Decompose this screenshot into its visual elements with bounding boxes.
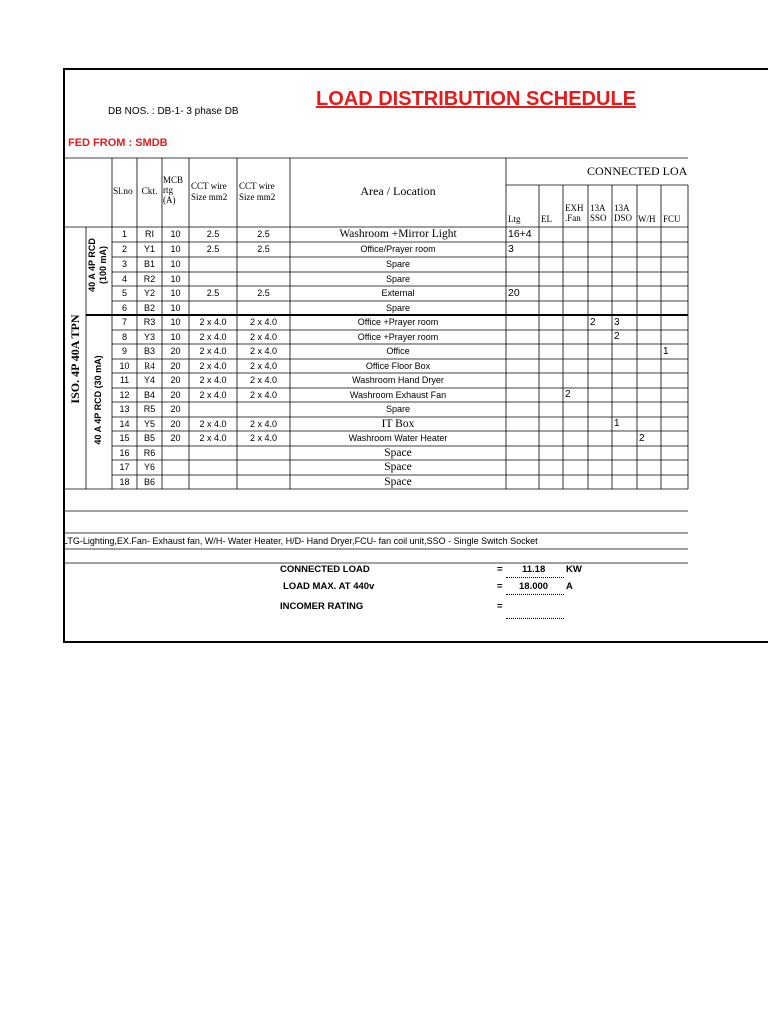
cell-ltg xyxy=(508,330,539,344)
cell-c2: 2 x 4.0 xyxy=(249,419,278,429)
cell-sso xyxy=(590,301,612,315)
cell-dso xyxy=(614,257,637,272)
cell-exh xyxy=(565,257,588,272)
cell-area: Spare xyxy=(385,259,411,269)
cell-ckt: R3 xyxy=(143,317,156,327)
cell-el xyxy=(541,344,563,359)
cell-no: 14 xyxy=(119,419,130,429)
incomer-rating-label: INCOMER RATING xyxy=(280,601,364,612)
cell-ckt: B6 xyxy=(143,477,155,487)
cell-ltg xyxy=(508,402,539,417)
cell-c1: 2 x 4.0 xyxy=(199,317,227,327)
cell-c2: 2.5 xyxy=(257,244,270,254)
cell-mcb xyxy=(162,475,189,489)
cell-ltg xyxy=(508,431,539,446)
cell-el xyxy=(541,446,563,460)
cell-exh xyxy=(565,286,588,301)
col-area: Area / Location xyxy=(360,184,436,198)
cell-el xyxy=(541,286,563,301)
cell-fcu xyxy=(663,402,688,417)
cell-no: 5 xyxy=(121,288,127,298)
cell-exh: 2 xyxy=(565,389,571,400)
cell-c1 xyxy=(189,460,237,475)
cell-ckt: Y2 xyxy=(143,288,155,298)
connected-load-unit: KW xyxy=(566,564,582,575)
load-max-label: LOAD MAX. AT 440v xyxy=(283,581,375,592)
col-mcb-l1: MCB xyxy=(163,175,184,185)
cell-ltg xyxy=(508,388,539,402)
cell-area: Spare xyxy=(385,404,411,414)
col-sso-l2: SSO xyxy=(590,213,607,223)
cell-el xyxy=(541,242,563,257)
cell-c1: 2.5 xyxy=(206,288,220,298)
cell-exh xyxy=(565,417,588,431)
cell-area: Spare xyxy=(385,274,411,284)
col-el: EL xyxy=(541,214,552,224)
cell-no: 17 xyxy=(119,462,130,472)
cell-ckt: R4 xyxy=(144,361,155,371)
cell-c2 xyxy=(237,301,290,315)
col-cct2-l2: Size mm2 xyxy=(239,192,276,202)
cell-fcu: 1 xyxy=(663,346,669,357)
cell-ckt: B1 xyxy=(143,259,155,269)
cell-wh xyxy=(639,257,661,272)
cell-c2: 2 x 4.0 xyxy=(249,375,278,385)
cell-el xyxy=(541,301,563,315)
cell-ckt: RI xyxy=(145,229,154,239)
cell-dso xyxy=(614,301,637,315)
cell-sso xyxy=(590,242,612,257)
cell-ltg: 20 xyxy=(508,287,520,299)
col-cct2-l1: CCT wire xyxy=(239,181,275,191)
cell-ckt: R2 xyxy=(143,274,156,284)
cell-area: External xyxy=(381,288,415,298)
cell-ckt: B4 xyxy=(143,390,155,400)
cell-no: 8 xyxy=(121,332,127,342)
cell-fcu xyxy=(663,315,688,330)
cell-wh xyxy=(639,446,661,460)
group-rcd-100ma-label xyxy=(87,225,111,305)
cell-sso xyxy=(590,286,612,301)
cell-el xyxy=(541,227,563,242)
cell-no: 6 xyxy=(121,303,127,313)
col-slno: Sl.no xyxy=(113,187,133,197)
cell-wh xyxy=(639,242,661,257)
cell-sso xyxy=(590,475,612,489)
cell-sso xyxy=(590,373,612,388)
cell-ckt: Y3 xyxy=(143,332,155,342)
cell-c2: 2.5 xyxy=(257,229,270,239)
cell-no: 11 xyxy=(119,375,130,385)
cell-area: Office +Prayer room xyxy=(357,317,439,327)
cell-c2: 2 x 4.0 xyxy=(249,390,278,400)
cell-area: Space xyxy=(384,447,412,459)
cell-mcb: 20 xyxy=(170,390,181,400)
cell-sso xyxy=(590,431,612,446)
col-fcu: FCU xyxy=(663,214,681,224)
cell-ckt: Y4 xyxy=(143,375,155,385)
cell-sso xyxy=(590,388,612,402)
cell-c2 xyxy=(237,257,290,272)
cell-dso xyxy=(614,272,637,286)
cell-exh xyxy=(565,227,588,242)
cell-sso xyxy=(590,344,612,359)
cell-ckt: R5 xyxy=(143,404,156,414)
cell-fcu xyxy=(663,242,688,257)
cell-exh xyxy=(565,402,588,417)
col-exh-l2: .Fan xyxy=(565,213,581,223)
db-numbers: DB NOS. : DB-1- 3 phase DB xyxy=(108,106,239,117)
cell-c1: 2 x 4.0 xyxy=(199,332,227,342)
cell-el xyxy=(541,475,563,489)
connected-load-equals: = xyxy=(497,564,503,575)
cell-wh xyxy=(639,373,661,388)
cell-sso: 2 xyxy=(590,317,596,328)
cell-wh xyxy=(639,402,661,417)
cell-ckt: Y6 xyxy=(143,462,155,472)
cell-el xyxy=(541,359,563,373)
cell-el xyxy=(541,431,563,446)
cell-exh xyxy=(565,344,588,359)
cell-fcu xyxy=(663,373,688,388)
cell-c1: 2 x 4.0 xyxy=(199,375,227,385)
cell-mcb: 10 xyxy=(170,332,181,342)
cell-fcu xyxy=(663,359,688,373)
col-13a-dso xyxy=(614,203,632,223)
cell-area: Office xyxy=(386,346,410,356)
cell-area: Washroom Exhaust Fan xyxy=(349,390,447,400)
cell-fcu xyxy=(663,460,688,475)
cell-sso xyxy=(590,330,612,344)
cell-el xyxy=(541,315,563,330)
cell-area: Washroom Hand Dryer xyxy=(352,375,444,385)
cell-area: IT Box xyxy=(381,418,415,430)
cell-wh xyxy=(639,227,661,242)
cell-no: 7 xyxy=(121,317,127,327)
cell-dso: 2 xyxy=(614,331,620,342)
col-cct-wire-2 xyxy=(239,181,290,203)
col-ltg: Ltg xyxy=(508,214,521,224)
col-dso-l2: DSO xyxy=(614,213,633,223)
cell-ltg xyxy=(508,417,539,431)
cell-mcb xyxy=(162,446,189,460)
cell-mcb: 10 xyxy=(170,317,181,327)
cell-ltg xyxy=(508,272,539,286)
cell-mcb: 10 xyxy=(170,303,181,313)
load-max-underline xyxy=(506,594,564,595)
cell-area: Space xyxy=(384,476,412,488)
cell-exh xyxy=(565,359,588,373)
cell-ckt: Y5 xyxy=(143,419,155,429)
col-cct1-l1: CCT wire xyxy=(191,181,227,191)
cell-wh xyxy=(639,344,661,359)
cell-exh xyxy=(565,446,588,460)
cell-c2 xyxy=(237,460,290,475)
cell-c1 xyxy=(189,257,237,272)
group-iso-label: ISO. 4P 40A TPN xyxy=(68,314,82,404)
cell-wh xyxy=(639,301,661,315)
cell-no: 12 xyxy=(119,390,130,400)
cell-c1: 2 x 4.0 xyxy=(199,346,227,356)
connected-load-value: 11.18 xyxy=(522,564,546,575)
cell-ltg xyxy=(508,373,539,388)
cell-exh xyxy=(565,330,588,344)
cell-sso xyxy=(590,446,612,460)
load-max-equals: = xyxy=(497,581,503,592)
col-mcb-l3: (A) xyxy=(163,195,176,205)
cell-no: 1 xyxy=(121,229,127,239)
cell-ltg xyxy=(508,475,539,489)
cell-fcu xyxy=(663,286,688,301)
cell-fcu xyxy=(663,475,688,489)
cell-mcb: 10 xyxy=(170,229,181,239)
connected-load-underline xyxy=(506,577,564,578)
cell-wh xyxy=(639,330,661,344)
col-13a-sso xyxy=(590,203,607,223)
cell-dso xyxy=(614,446,637,460)
cell-dso xyxy=(614,431,637,446)
cell-c1 xyxy=(189,446,237,460)
cell-no: 4 xyxy=(121,274,127,284)
cell-c2: 2 x 4.0 xyxy=(249,317,278,327)
abbreviation-legend: LTG-Lighting,EX.Fan- Exhaust fan, W/H- Water Heater, H/D- Hand Dryer,FCU- fan coil unit,SSO - Single Switch Socket xyxy=(63,536,538,546)
col-exh-l1: EXH xyxy=(565,203,584,213)
cell-mcb xyxy=(162,460,189,475)
page-title: LOAD DISTRIBUTION SCHEDULE xyxy=(316,88,636,110)
cell-mcb: 20 xyxy=(170,433,181,443)
cell-no: 13 xyxy=(119,404,130,414)
cell-area: Office/Prayer room xyxy=(360,244,436,254)
cell-ckt: B3 xyxy=(143,346,155,356)
cell-ltg xyxy=(508,344,539,359)
cell-c2 xyxy=(237,402,290,417)
cell-exh xyxy=(565,272,588,286)
cell-fcu xyxy=(663,417,688,431)
cell-ltg: 3 xyxy=(508,243,514,255)
cell-ltg xyxy=(508,301,539,315)
incomer-rating-equals: = xyxy=(497,601,503,612)
cell-area: Office Floor Box xyxy=(365,361,431,371)
cell-ltg xyxy=(508,257,539,272)
cell-mcb: 10 xyxy=(170,288,181,298)
col-exh-fan xyxy=(565,203,584,223)
col-sso-l1: 13A xyxy=(590,203,606,213)
cell-ltg xyxy=(508,359,539,373)
cell-wh xyxy=(639,359,661,373)
cell-dso xyxy=(614,227,637,242)
cell-exh xyxy=(565,460,588,475)
cell-c1 xyxy=(189,301,237,315)
cell-wh xyxy=(639,460,661,475)
cell-fcu xyxy=(663,330,688,344)
cell-wh xyxy=(639,315,661,330)
incomer-rating-underline xyxy=(506,618,564,619)
cell-mcb: 10 xyxy=(170,274,181,284)
cell-wh xyxy=(639,417,661,431)
cell-c2: 2.5 xyxy=(257,288,270,298)
cell-no: 3 xyxy=(121,259,127,269)
cell-mcb: 10 xyxy=(170,244,181,254)
cell-sso xyxy=(590,460,612,475)
cell-el xyxy=(541,257,563,272)
cell-ckt: B5 xyxy=(143,433,155,443)
cell-dso xyxy=(614,388,637,402)
col-mcb xyxy=(163,175,189,205)
cell-wh xyxy=(639,475,661,489)
cell-wh xyxy=(639,272,661,286)
col-mcb-l2: rtg xyxy=(163,185,173,195)
cell-c2: 2 x 4.0 xyxy=(249,433,278,443)
cell-c2: 2 x 4.0 xyxy=(249,361,278,371)
cell-fcu xyxy=(663,227,688,242)
cell-c1 xyxy=(189,272,237,286)
fed-from: FED FROM : SMDB xyxy=(68,137,168,149)
cell-sso xyxy=(590,227,612,242)
cell-c1 xyxy=(189,402,237,417)
cell-c1: 2 x 4.0 xyxy=(199,390,227,400)
col-ckt: Ckt. xyxy=(141,187,158,197)
cell-el xyxy=(541,330,563,344)
connected-load-label: CONNECTED LOAD xyxy=(280,564,370,575)
cell-exh xyxy=(565,242,588,257)
cell-el xyxy=(541,460,563,475)
cell-dso xyxy=(614,460,637,475)
cell-exh xyxy=(565,373,588,388)
cell-dso: 3 xyxy=(614,317,620,328)
cell-el xyxy=(541,402,563,417)
cell-area: Washroom Water Heater xyxy=(348,433,448,443)
cell-sso xyxy=(590,359,612,373)
cell-wh xyxy=(639,388,661,402)
load-max-unit: A xyxy=(566,581,573,592)
cell-c1: 2 x 4.0 xyxy=(199,433,227,443)
cell-c2 xyxy=(237,272,290,286)
col-wh: W/H xyxy=(638,214,656,224)
cell-ckt: R6 xyxy=(143,448,156,458)
cell-no: 16 xyxy=(119,448,130,458)
group-rcd-30ma-label: 40 A 4P RCD (30 mA) xyxy=(93,355,103,445)
col-connected-load: CONNECTED LOA xyxy=(587,165,688,177)
cell-fcu xyxy=(663,301,688,315)
cell-exh xyxy=(565,475,588,489)
cell-c2 xyxy=(237,446,290,460)
cell-wh xyxy=(639,286,661,301)
col-dso-l1: 13A xyxy=(614,203,630,213)
cell-ckt: B2 xyxy=(143,303,155,313)
cell-c1: 2 x 4.0 xyxy=(199,361,227,371)
cell-sso xyxy=(590,417,612,431)
cell-mcb: 10 xyxy=(170,259,181,269)
cell-dso xyxy=(614,344,637,359)
cell-mcb: 20 xyxy=(170,419,181,429)
cell-sso xyxy=(590,402,612,417)
cell-sso xyxy=(590,257,612,272)
cell-area: Washroom +Mirror Light xyxy=(339,228,457,240)
cell-el xyxy=(541,417,563,431)
cell-c1: 2 x 4.0 xyxy=(199,419,227,429)
cell-dso xyxy=(614,359,637,373)
cell-sso xyxy=(590,272,612,286)
cell-dso xyxy=(614,373,637,388)
cell-exh xyxy=(565,315,588,330)
cell-no: 18 xyxy=(119,477,130,487)
cell-mcb: 20 xyxy=(170,361,181,371)
cell-mcb: 20 xyxy=(170,346,181,356)
col-cct1-l2: Size mm2 xyxy=(191,192,228,202)
cell-mcb: 20 xyxy=(170,375,181,385)
cell-dso: 1 xyxy=(614,418,620,429)
col-cct-wire-1 xyxy=(191,181,237,203)
cell-dso xyxy=(614,475,637,489)
cell-exh xyxy=(565,431,588,446)
cell-el xyxy=(541,272,563,286)
cell-wh: 2 xyxy=(639,433,645,444)
cell-fcu xyxy=(663,446,688,460)
cell-dso xyxy=(614,286,637,301)
cell-no: 10 xyxy=(119,361,130,371)
cell-dso xyxy=(614,242,637,257)
cell-c2 xyxy=(237,475,290,489)
cell-ltg xyxy=(508,460,539,475)
cell-fcu xyxy=(663,272,688,286)
cell-no: 9 xyxy=(121,346,127,356)
cell-el xyxy=(541,388,563,402)
load-max-value: 18.000 xyxy=(519,581,549,592)
cell-fcu xyxy=(663,257,688,272)
cell-area: Office +Prayer room xyxy=(357,332,439,342)
cell-ltg xyxy=(508,315,539,330)
cell-c2: 2 x 4.0 xyxy=(249,332,278,342)
cell-c2: 2 x 4.0 xyxy=(249,346,278,356)
cell-c1: 2.5 xyxy=(206,244,220,254)
cell-ltg: 16+4 xyxy=(508,228,532,240)
cell-c1 xyxy=(189,475,237,489)
cell-no: 2 xyxy=(121,244,127,254)
cell-ckt: Y1 xyxy=(143,244,155,254)
cell-c1: 2.5 xyxy=(206,229,220,239)
rcd100-l2: (100 mA) xyxy=(98,246,108,285)
cell-area: Spare xyxy=(385,303,411,313)
cell-exh xyxy=(565,301,588,315)
cell-fcu xyxy=(663,431,688,446)
cell-no: 15 xyxy=(119,433,130,443)
cell-ltg xyxy=(508,446,539,460)
cell-dso xyxy=(614,402,637,417)
cell-mcb: 20 xyxy=(170,404,181,414)
cell-area: Space xyxy=(384,461,412,473)
cell-fcu xyxy=(663,388,688,402)
cell-el xyxy=(541,373,563,388)
rcd100-l1: 40 A 4P RCD xyxy=(87,238,97,292)
